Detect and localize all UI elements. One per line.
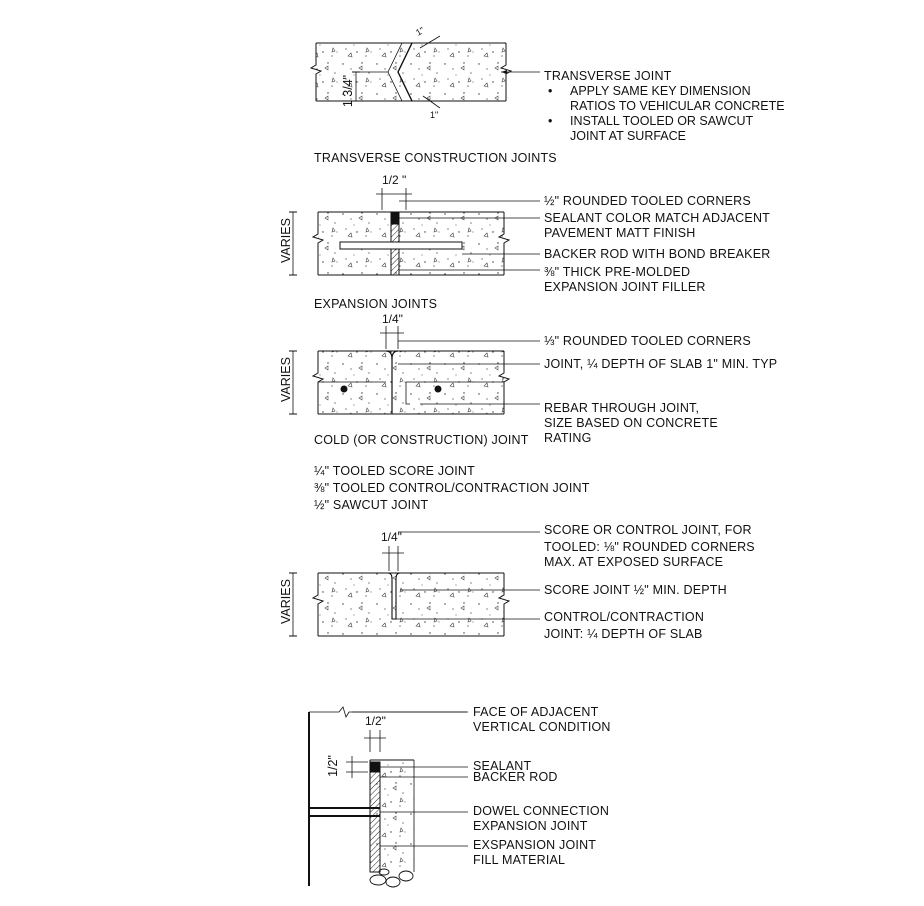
expansion-callout-backer: BACKER ROD WITH BOND BREAKER <box>544 247 771 261</box>
transverse-dim-height: 1 3/4" <box>341 74 355 108</box>
expansion-callout-filler-2: EXPANSION JOINT FILLER <box>544 280 706 294</box>
vertical-callout-fill: EXSPANSION JOINT <box>473 838 597 852</box>
score-callout-depth: SCORE JOINT ½" MIN. DEPTH <box>544 583 727 597</box>
cold-callout-corners: ⅓" ROUNDED TOOLED CORNERS <box>544 334 751 348</box>
cold-callout-rebar: REBAR THROUGH JOINT, <box>544 401 700 415</box>
vertical-callout-sealant: SEALANT <box>473 759 532 773</box>
expansion-callout-filler: ⅜" THICK PRE-MOLDED <box>544 265 691 279</box>
svg-text:1": 1" <box>430 110 439 120</box>
score-callout-contraction-2: JOINT: ¼ DEPTH OF SLAB <box>544 627 703 641</box>
score-callout-control-2: TOOLED: ⅛" ROUNDED CORNERS <box>544 540 755 554</box>
cold-dim-width: 1/4" <box>382 312 403 326</box>
transverse-bullet: • INSTALL TOOLED OR SAWCUT <box>548 114 754 128</box>
score-joint-detail <box>289 532 540 636</box>
svg-text:1": 1" <box>414 24 427 38</box>
expansion-joint-detail <box>289 188 540 275</box>
vertical-callout-dowel: DOWEL CONNECTION <box>473 804 610 818</box>
expansion-title: EXPANSION JOINTS <box>314 297 438 311</box>
transverse-title: TRANSVERSE CONSTRUCTION JOINTS <box>314 151 557 165</box>
score-dim-side: VARIES <box>279 579 293 624</box>
expansion-dim-width: 1/2 " <box>382 173 407 187</box>
cold-callout-joint: JOINT, ¼ DEPTH OF SLAB 1" MIN. TYP <box>544 357 778 371</box>
cold-callout-rebar-3: RATING <box>544 431 592 445</box>
transverse-joint-bullets <box>544 84 785 144</box>
score-callout-contraction: CONTROL/CONTRACTION <box>544 610 705 624</box>
vertical-joint-detail <box>309 707 468 887</box>
score-dim-width: 1/4" <box>381 530 402 544</box>
vertical-dim-side: 1/2" <box>326 755 340 777</box>
transverse-bullet-cont: JOINT AT SURFACE <box>570 129 686 143</box>
transverse-joint-heading: TRANSVERSE JOINT <box>544 69 672 83</box>
score-legend-3: ½" SAWCUT JOINT <box>314 498 429 512</box>
vertical-callout-backer: BACKER ROD <box>473 770 558 784</box>
cold-joint-detail <box>289 326 540 414</box>
expansion-callout-corners: ½" ROUNDED TOOLED CORNERS <box>544 194 751 208</box>
score-callout-control-3: MAX. AT EXPOSED SURFACE <box>544 555 724 569</box>
transverse-bullet-cont: RATIOS TO VEHICULAR CONCRETE <box>570 99 785 113</box>
transverse-bullet: • APPLY SAME KEY DIMENSION <box>548 84 751 98</box>
cold-callout-rebar-2: SIZE BASED ON CONCRETE <box>544 416 718 430</box>
score-callout-control: SCORE OR CONTROL JOINT, FOR <box>544 523 752 537</box>
cold-title: COLD (OR CONSTRUCTION) JOINT <box>314 433 529 447</box>
cold-dim-side: VARIES <box>279 357 293 402</box>
expansion-callout-sealant-2: PAVEMENT MATT FINISH <box>544 226 696 240</box>
score-legend-2: ⅜" TOOLED CONTROL/CONTRACTION JOINT <box>314 481 590 495</box>
vertical-callout-dowel-2: EXPANSION JOINT <box>473 819 588 833</box>
expansion-dim-side: VARIES <box>279 218 293 263</box>
vertical-dim-top: 1/2" <box>365 714 386 728</box>
expansion-callout-sealant: SEALANT COLOR MATCH ADJACENT <box>544 211 771 225</box>
score-legend-1: ¼" TOOLED SCORE JOINT <box>314 464 475 478</box>
vertical-callout-fill-2: FILL MATERIAL <box>473 853 566 867</box>
vertical-callout-face: FACE OF ADJACENT <box>473 705 599 719</box>
vertical-callout-face-2: VERTICAL CONDITION <box>473 720 611 734</box>
